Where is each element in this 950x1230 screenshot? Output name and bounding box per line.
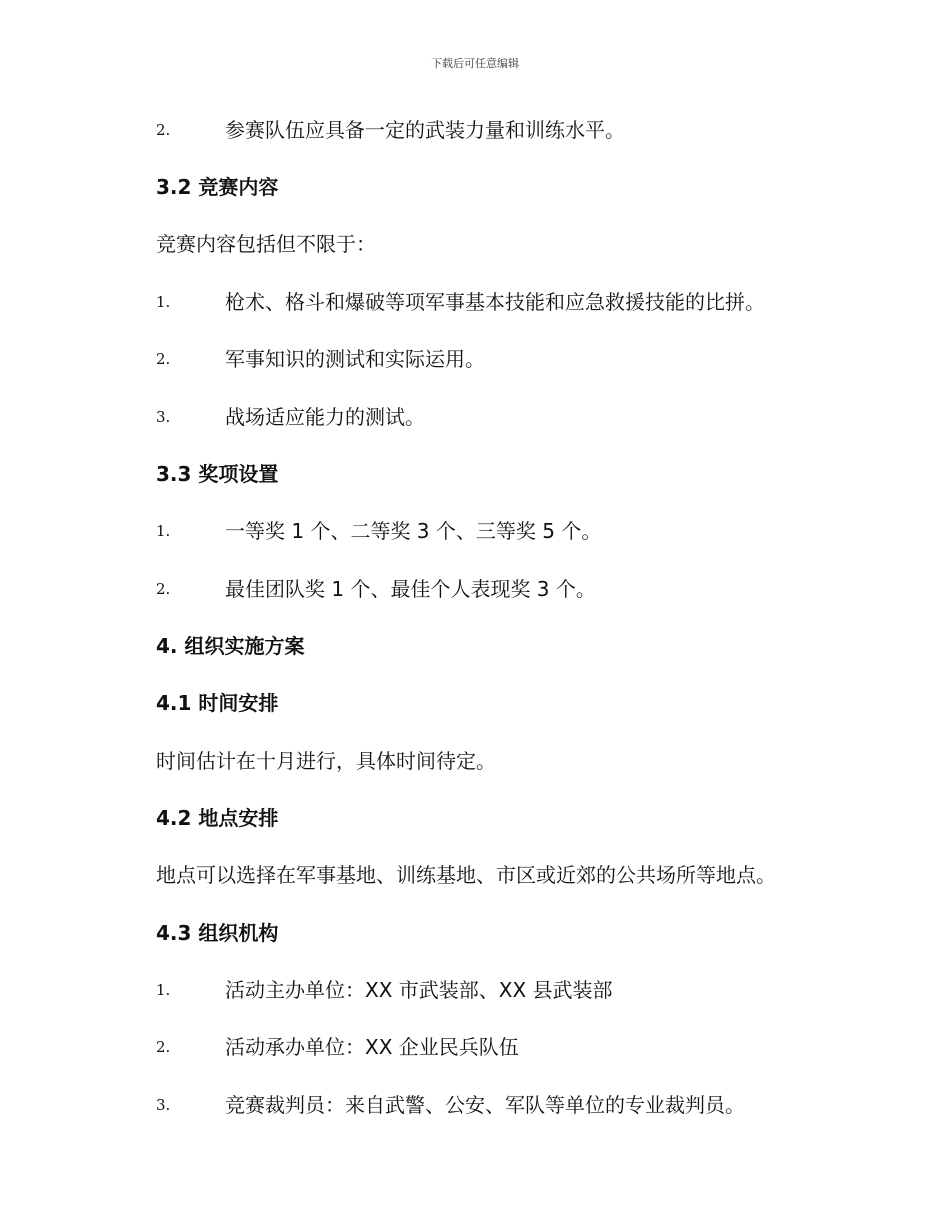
list-item-number: 1. xyxy=(156,522,171,540)
section-heading-3-3: 3.3 奖项设置 xyxy=(156,462,279,486)
list-item-number: 3. xyxy=(156,408,171,426)
list-item-text: 活动承办单位：XX 企业民兵队伍 xyxy=(225,1035,519,1059)
list-item-number: 3. xyxy=(156,1096,171,1114)
list-item-text: 最佳团队奖 1 个、最佳个人表现奖 3 个。 xyxy=(225,577,596,601)
list-item-text: 一等奖 1 个、二等奖 3 个、三等奖 5 个。 xyxy=(225,519,602,543)
section-heading-3-2: 3.2 竞赛内容 xyxy=(156,175,279,199)
paragraph: 竞赛内容包括但不限于： xyxy=(156,232,376,256)
section-heading-4-1: 4.1 时间安排 xyxy=(156,691,279,715)
page-header-note: 下载后可任意编辑 xyxy=(431,57,519,70)
section-heading-4: 4. 组织实施方案 xyxy=(156,634,305,658)
paragraph: 地点可以选择在军事基地、训练基地、市区或近郊的公共场所等地点。 xyxy=(156,863,776,887)
list-item-number: 2. xyxy=(156,350,171,368)
list-item-number: 2. xyxy=(156,1038,171,1056)
list-item-text: 活动主办单位：XX 市武装部、XX 县武装部 xyxy=(225,978,613,1002)
section-heading-4-2: 4.2 地点安排 xyxy=(156,806,279,830)
list-item-number: 2. xyxy=(156,580,171,598)
list-item-text: 战场适应能力的测试。 xyxy=(225,405,425,429)
list-item-text: 参赛队伍应具备一定的武装力量和训练水平。 xyxy=(225,118,625,142)
list-item-number: 1. xyxy=(156,293,171,311)
list-item-text: 军事知识的测试和实际运用。 xyxy=(225,347,485,371)
list-item-number: 1. xyxy=(156,981,171,999)
list-item-text: 枪术、格斗和爆破等项军事基本技能和应急救援技能的比拼。 xyxy=(225,290,765,314)
list-item-number: 2. xyxy=(156,121,171,139)
list-item-text: 竞赛裁判员：来自武警、公安、军队等单位的专业裁判员。 xyxy=(225,1093,745,1117)
paragraph: 时间估计在十月进行，具体时间待定。 xyxy=(156,749,496,773)
section-heading-4-3: 4.3 组织机构 xyxy=(156,921,279,945)
